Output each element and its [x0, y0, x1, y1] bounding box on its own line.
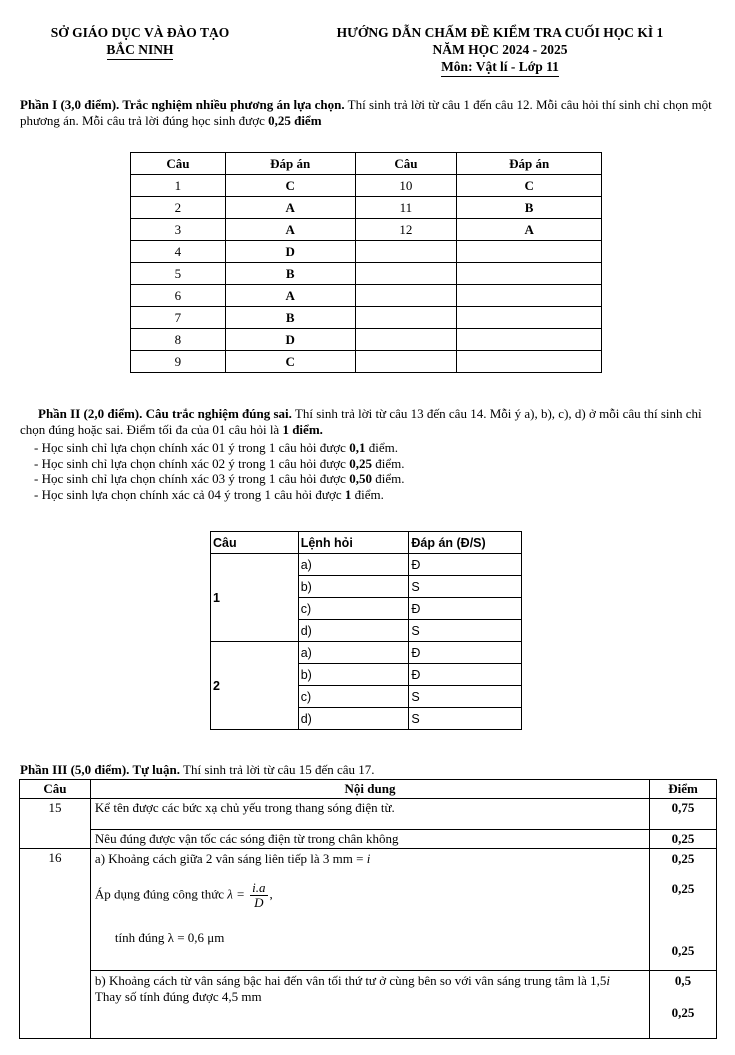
col-header-score: Điểm [650, 780, 717, 799]
question-number [355, 263, 457, 285]
table-row [131, 241, 602, 263]
answer-cell: A [225, 285, 355, 307]
table-row [211, 642, 522, 664]
item-label: a) [298, 642, 409, 664]
question-number [355, 351, 457, 373]
criterion-score-group [650, 849, 717, 971]
question-number: 9 [131, 351, 226, 373]
department-header [20, 24, 260, 60]
part1-heading: Phần I (3,0 điểm). Trắc nghiệm nhiều phương án lựa chọn. [20, 97, 345, 112]
question-number: 4 [131, 241, 226, 263]
item-answer: S [409, 708, 522, 730]
criterion-score: 0,25 [671, 943, 695, 958]
answer-cell: C [225, 175, 355, 197]
part2-rules [34, 440, 734, 502]
part2-heading: Phần II (2,0 điểm). Câu trắc nghiệm đúng sai. [38, 406, 292, 421]
question-number: 2 [211, 642, 299, 730]
col-header-question: Câu [355, 153, 457, 175]
item-answer: S [409, 620, 522, 642]
item-answer: S [409, 686, 522, 708]
item-label: c) [298, 598, 409, 620]
table-row [20, 830, 717, 849]
question-number: 16 [20, 849, 91, 1039]
formula-fraction: $\frac{i.a}{D}$ [252, 880, 266, 910]
criterion-line: a) Khoảng cách giữa 2 vân sáng liên tiếp là 3 mm = i [94, 851, 371, 866]
subject-line: Môn: Vật lí - Lớp 11 [441, 58, 559, 77]
province-name: BẮC NINH [106, 42, 174, 57]
answer-cell: B [457, 197, 602, 219]
question-number: 12 [355, 219, 457, 241]
col-header-command: Lệnh hỏi [298, 532, 409, 554]
part2-max-score: 1 điểm. [282, 422, 323, 437]
question-number: 7 [131, 307, 226, 329]
answer-cell [457, 307, 602, 329]
answer-cell: B [225, 307, 355, 329]
question-number [355, 329, 457, 351]
question-number [355, 241, 457, 263]
answer-cell [457, 351, 602, 373]
table-row [131, 329, 602, 351]
criterion-score: 0,25 [671, 1005, 695, 1020]
criterion-score: 0,25 [671, 851, 695, 866]
table-row [20, 799, 717, 830]
item-label: d) [298, 620, 409, 642]
item-answer: Đ [409, 598, 522, 620]
table-row [131, 197, 602, 219]
table-row [131, 285, 602, 307]
part3-intro [20, 762, 720, 778]
question-number: 5 [131, 263, 226, 285]
document-title: HƯỚNG DẪN CHẤM ĐỀ KIỂM TRA CUỐI HỌC KÌ 1 [336, 25, 664, 40]
answer-cell: C [457, 175, 602, 197]
question-number: 3 [131, 219, 226, 241]
grading-criterion [90, 849, 649, 971]
criterion-score-group [650, 971, 717, 1039]
criterion-score: 0,25 [650, 830, 717, 849]
part2-text: Thí sinh trả lời từ câu 13 đến câu 14. Mỗi ý a), b), c), d) ở mỗi câu thí sinh chỉ chọn đúng hoặc sai. Điểm tối đa của 01 câu hỏi là [20, 406, 702, 437]
part2-answer-table [210, 531, 522, 730]
criterion-line: Thay số tính đúng được 4,5 mm [94, 989, 262, 1004]
item-label: b) [298, 664, 409, 686]
question-number: 8 [131, 329, 226, 351]
item-answer: S [409, 576, 522, 598]
part3-grading-table [19, 779, 717, 1039]
answer-cell [457, 329, 602, 351]
criterion-score: 0,25 [671, 881, 695, 896]
answer-cell: B [225, 263, 355, 285]
grading-criterion: Kể tên được các bức xạ chủ yếu trong thang sóng điện từ. [90, 799, 649, 830]
criterion-score: 0,75 [650, 799, 717, 830]
question-number: 2 [131, 197, 226, 219]
part1-score: 0,25 điểm [268, 113, 322, 128]
part1-answer-table [130, 152, 602, 373]
criterion-score: 0,5 [674, 973, 692, 988]
school-year: NĂM HỌC 2024 - 2025 [432, 42, 568, 57]
table-row [131, 351, 602, 373]
answer-cell: A [225, 219, 355, 241]
answer-cell: C [225, 351, 355, 373]
table-header-row [20, 780, 717, 799]
part3-heading: Phần III (5,0 điểm). Tự luận. [20, 762, 180, 777]
col-header-question: Câu [20, 780, 91, 799]
question-number: 1 [211, 554, 299, 642]
table-header-row [211, 532, 522, 554]
lambda-symbol: λ = [227, 886, 245, 902]
table-row [131, 175, 602, 197]
part1-intro [20, 97, 720, 129]
answer-cell: A [225, 197, 355, 219]
table-row [211, 554, 522, 576]
grading-criterion: Nêu đúng được vận tốc các sóng điện từ trong chân không [90, 830, 649, 849]
item-answer: Đ [409, 642, 522, 664]
col-header-answer: Đáp án [225, 153, 355, 175]
question-number: 1 [131, 175, 226, 197]
table-header-row [131, 153, 602, 175]
scoring-rule: - Học sinh lựa chọn chính xác cả 04 ý trong 1 câu hỏi được 1 điểm. [34, 486, 384, 502]
table-row [131, 307, 602, 329]
scoring-rule: - Học sinh chỉ lựa chọn chính xác 03 ý trong 1 câu hỏi được 0,50 điểm. [34, 471, 405, 486]
criterion-line: tính đúng λ = 0,6 μm [114, 930, 225, 945]
scoring-rule: - Học sinh chỉ lựa chọn chính xác 01 ý trong 1 câu hỏi được 0,1 điểm. [34, 440, 398, 455]
table-row [131, 219, 602, 241]
part2-intro [20, 406, 720, 438]
answer-cell [457, 285, 602, 307]
table-row [20, 849, 717, 971]
col-header-answer: Đáp án (Đ/S) [409, 532, 522, 554]
part1-text: Thí sinh trả lời từ câu 1 đến câu 12. Mỗi câu hỏi thí sinh chỉ chọn một phương án. Mỗi câu trả lời đúng học sinh được [20, 97, 712, 128]
item-answer: Đ [409, 554, 522, 576]
answer-cell [457, 241, 602, 263]
question-number: 11 [355, 197, 457, 219]
item-label: b) [298, 576, 409, 598]
col-header-question: Câu [131, 153, 226, 175]
item-answer: Đ [409, 664, 522, 686]
col-header-answer: Đáp án [457, 153, 602, 175]
answer-cell [457, 263, 602, 285]
document-title-block [280, 24, 720, 77]
table-row [20, 971, 717, 1039]
formula-line: Áp dụng đúng công thức λ = $\frac{i.a}{D}$ , [94, 880, 273, 910]
question-number [355, 307, 457, 329]
col-header-question: Câu [211, 532, 299, 554]
header-divider [107, 59, 173, 60]
table-row [131, 263, 602, 285]
criterion-line: b) Khoảng cách từ vân sáng bậc hai đến vân tối thứ tư ở cùng bên so với vân sáng trung tâm là 1,5i [94, 973, 610, 988]
scoring-rule: - Học sinh chỉ lựa chọn chính xác 02 ý trong 1 câu hỏi được 0,25 điểm. [34, 455, 405, 471]
answer-cell: D [225, 241, 355, 263]
answer-cell: A [457, 219, 602, 241]
department-name: SỞ GIÁO DỤC VÀ ĐÀO TẠO [50, 25, 230, 40]
question-number [355, 285, 457, 307]
question-number: 10 [355, 175, 457, 197]
item-label: a) [298, 554, 409, 576]
col-header-content: Nội dung [90, 780, 649, 799]
item-label: d) [298, 708, 409, 730]
question-number: 15 [20, 799, 91, 849]
answer-cell: D [225, 329, 355, 351]
item-label: c) [298, 686, 409, 708]
grading-criterion [90, 971, 649, 1039]
part3-text: Thí sinh trả lời từ câu 15 đến câu 17. [180, 762, 375, 777]
question-number: 6 [131, 285, 226, 307]
